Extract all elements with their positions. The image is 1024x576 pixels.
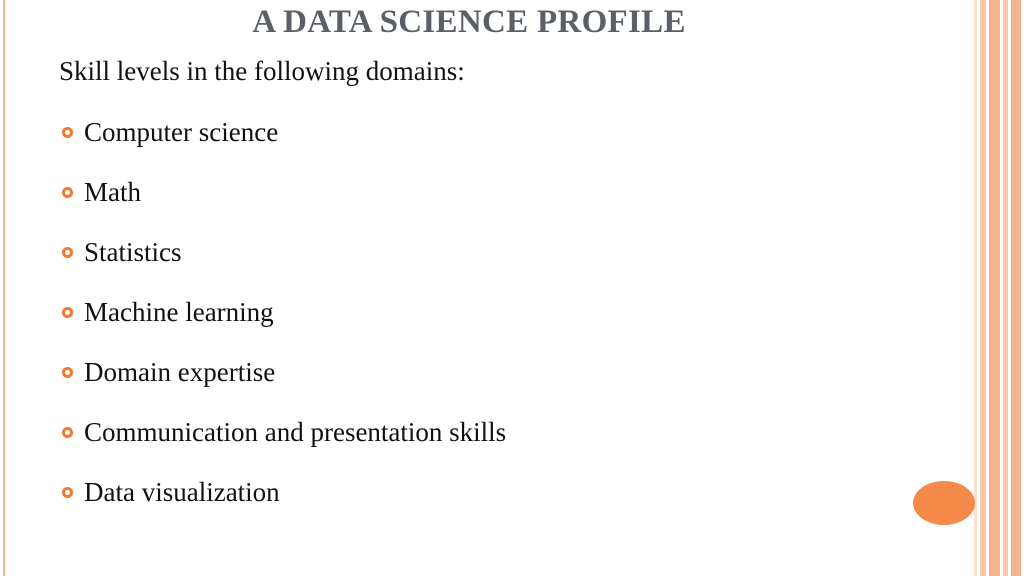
list-item (59, 416, 506, 476)
bullet-text: Computer science (84, 117, 279, 147)
left-edge-stripe (0, 0, 7, 576)
stripe (974, 0, 977, 576)
list-item (59, 476, 506, 536)
stripe (980, 0, 986, 576)
orange-ring-bullet-icon (62, 247, 73, 258)
orange-ring-bullet-icon (62, 487, 73, 498)
orange-ring-bullet-icon (62, 427, 73, 438)
orange-ring-bullet-icon (62, 187, 73, 198)
stripe (1003, 0, 1008, 576)
list-item (59, 296, 506, 356)
orange-ring-bullet-icon (62, 367, 73, 378)
decorative-orange-circle (913, 481, 975, 525)
skill-bullet-list (59, 116, 506, 536)
slide-subtitle: Skill levels in the following domains: (59, 56, 465, 86)
bullet-text: Data visualization (84, 477, 280, 507)
list-item (59, 356, 506, 416)
list-item (59, 236, 506, 296)
list-item (59, 116, 506, 176)
slide-title: A DATA SCIENCE PROFILE (252, 4, 686, 40)
right-decorative-stripes (974, 0, 1024, 576)
list-item (59, 176, 506, 236)
bullet-text: Statistics (84, 237, 182, 267)
bullet-text: Machine learning (84, 297, 274, 327)
orange-ring-bullet-icon (62, 127, 73, 138)
bullet-text: Domain expertise (84, 357, 276, 387)
bullet-text: Math (84, 177, 141, 207)
stripe (1011, 0, 1021, 576)
orange-ring-bullet-icon (62, 307, 73, 318)
bullet-text: Communication and presentation skills (84, 417, 507, 447)
stripe (989, 0, 1000, 576)
